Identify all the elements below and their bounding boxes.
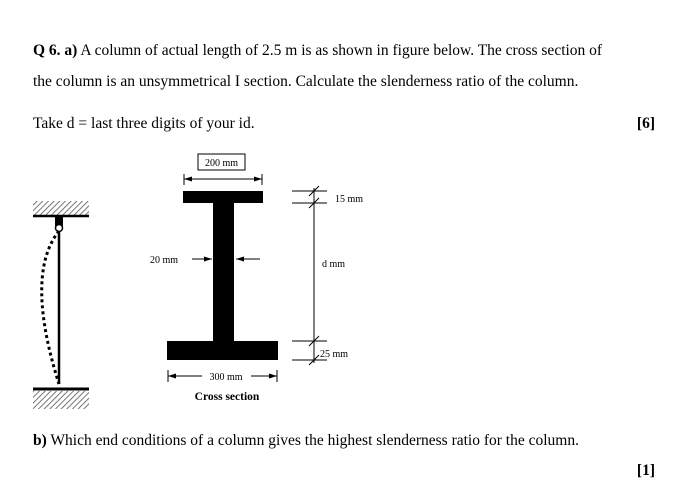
- marks-b: [1]: [636, 462, 655, 479]
- column-elevation: [33, 201, 89, 409]
- web-depth-label: d mm: [322, 259, 346, 270]
- top-width-arrow-left: [184, 177, 192, 182]
- buckled-shape: [42, 231, 59, 384]
- top-width-arrow-right: [254, 177, 262, 182]
- bottom-width-arrow-right: [269, 374, 277, 379]
- part-b-line: [33, 432, 579, 450]
- bottom-support-hatch: [33, 391, 89, 409]
- web: [213, 203, 234, 341]
- web-thickness-label: 20 mm: [150, 255, 179, 266]
- pin-joint: [56, 225, 63, 232]
- question-text-1: A column of actual length of 2.5 m is as shown in figure below. The cross section of: [77, 42, 603, 59]
- i-section: [150, 154, 363, 403]
- part-b-label: b): [33, 432, 47, 449]
- web-arrow-left-head: [204, 257, 212, 262]
- bottom-flange-thickness-label: 25 mm: [320, 349, 349, 360]
- part-b-text: Which end conditions of a column gives the highest slenderness ratio for the column.: [46, 432, 579, 449]
- bottom-width-arrow-left: [168, 374, 176, 379]
- top-flange: [183, 191, 263, 203]
- marks-a: [6]: [636, 115, 655, 132]
- top-support-hatch: [33, 201, 89, 216]
- top-flange-width-label: 200 mm: [204, 158, 239, 169]
- bottom-flange-width-label: 300 mm: [209, 372, 243, 383]
- web-arrow-right-head: [236, 257, 244, 262]
- question-label: Q 6. a): [33, 42, 78, 59]
- figure-caption: Cross section: [194, 391, 260, 403]
- top-flange-thickness-label: 15 mm: [335, 194, 364, 205]
- take-line: Take d = last three digits of your id.: [33, 115, 255, 132]
- question-line-2: the column is an unsymmetrical I section. Calculate the slenderness ratio of the column.: [33, 73, 579, 90]
- bottom-flange: [167, 341, 278, 360]
